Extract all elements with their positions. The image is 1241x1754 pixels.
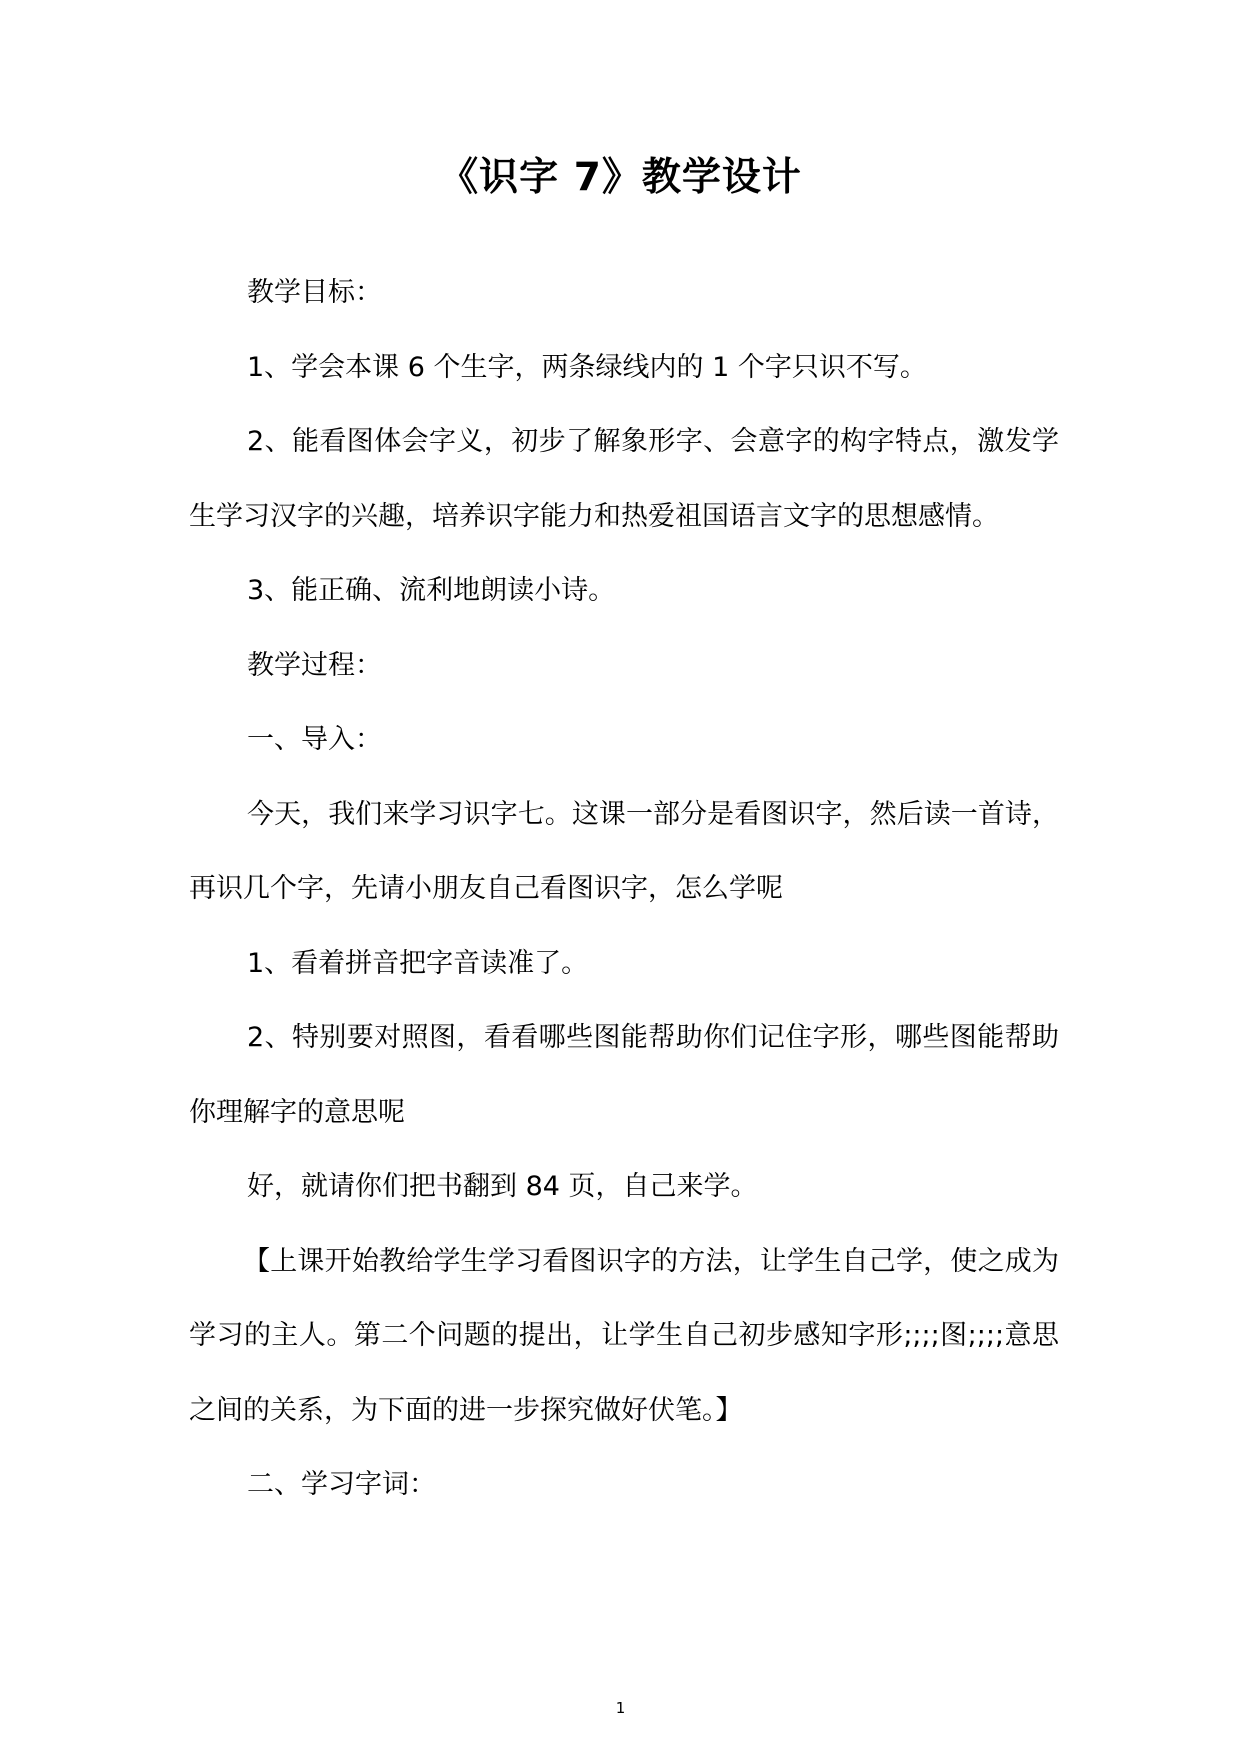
paragraph-teaching-process-heading: 教学过程： [247,649,382,681]
paragraph-goal-2: 2、能看图体会字义，初步了解象形字、会意字的构字特点，激发学生学习汉字的兴趣，培养识字能力和热爱祖国语言文字的思想感情。 [189,426,1059,532]
document-title: 《识字 7》教学设计 [439,155,802,200]
paragraph-teacher-note: 【上课开始教给学生学习看图识字的方法，让学生自己学，使之成为学习的主人。第二个问题的提出，让学生自己初步感知字形;;;;图;;;;意思之间的关系，为下面的进一步探究做好伏笔。】 [189,1245,1059,1426]
document-body [189,256,1059,1523]
paragraph-step-1: 1、看着拼音把字音读准了。 [247,947,589,979]
page-number: 1 [615,1699,626,1717]
paragraph-goal-3: 3、能正确、流利地朗读小诗。 [247,575,616,606]
paragraph-intro-text: 今天，我们来学习识字七。这课一部分是看图识字，然后读一首诗，再识几个字，先请小朋友自己看图识字，怎么学呢 [189,798,1059,904]
paragraph-goal-1: 1、学会本课 6 个生字，两条绿线内的 1 个字只识不写。 [247,351,927,383]
paragraph-step-2: 2、特别要对照图，看看哪些图能帮助你们记住字形，哪些图能帮助你理解字的意思呢 [189,1022,1059,1128]
paragraph-teaching-goals-heading: 教学目标： [247,277,382,308]
paragraph-section-words-heading: 二、学习字词： [247,1469,436,1500]
paragraph-section-intro-heading: 一、导入： [247,724,382,755]
paragraph-open-book: 好，就请你们把书翻到 84 页，自己来学。 [247,1171,758,1202]
